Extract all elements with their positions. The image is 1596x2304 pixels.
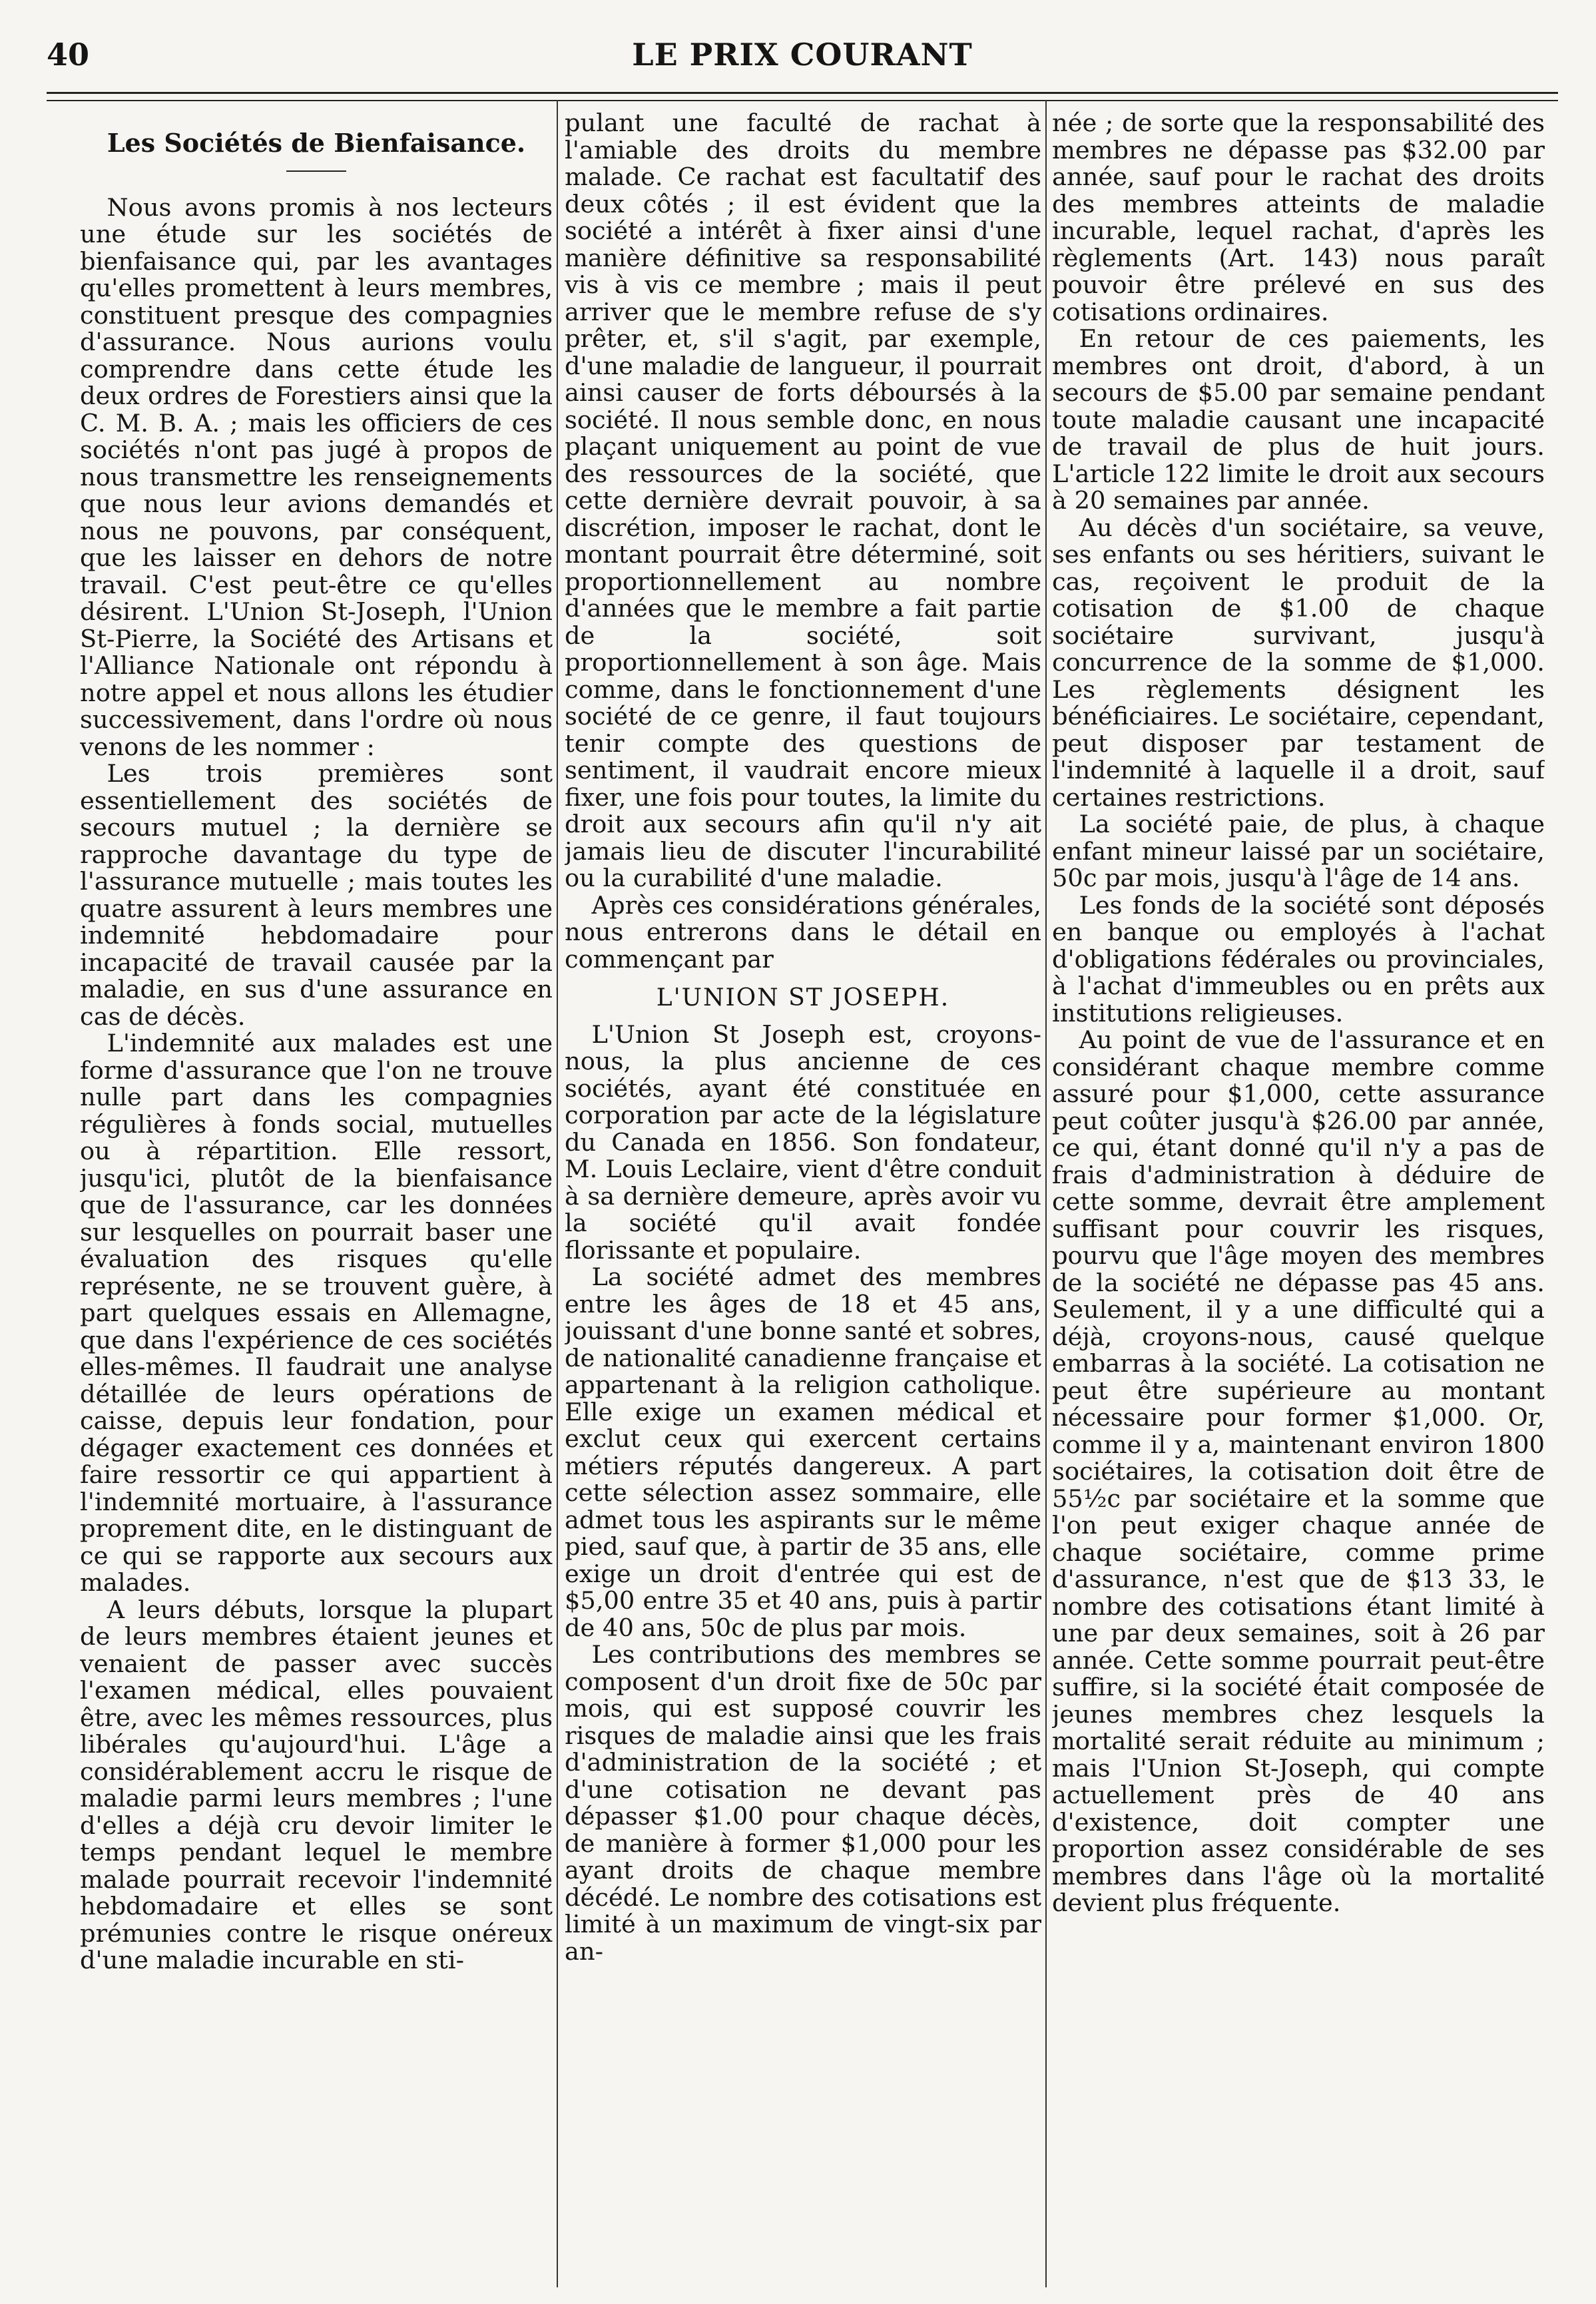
paragraph: Les trois premières sont essentiellement des sociétés de secours mutuel ; la dernière se rapproche davantage du type de l'assurance mutuelle ; mais toutes les quatre assurent à leurs membres une indemnité hebdomadaire pour incapacité de travail causée par la maladie, en sus d'une assurance en cas de décès. [80,759,553,1031]
section-subheading: L'UNION ST JOSEPH. [656,984,950,1011]
column-divider [1045,100,1047,2287]
column-3 [1052,110,1545,2284]
column-2 [565,110,1041,2284]
paragraph: Les contributions des membres se composent d'un droit fixe de 50c par mois, qui est supposé couvrir les risques de maladie ainsi que les frais d'administration de la société ; et d'une cotisation ne devant pas dépasser $1.00 pour chaque décès, de manière à former $1,000 pour les ayant droits de chaque membre décédé. Le nombre des cotisations est limité à un maximum de vingt-six par an- [565,1640,1041,1966]
paragraph: L'Union St Joseph est, croyons-nous, la plus ancienne de ces sociétés, ayant été constituée en corporation par acte de la législature du Canada en 1856. Son fondateur, M. Louis Leclaire, vient d'être conduit à sa dernière demeure, après avoir vu la société qu'il avait fondée florissante et populaire. [565,1019,1041,1265]
column-divider [557,100,558,2287]
running-title: LE PRIX COURANT [632,37,973,73]
paragraph: Au décès d'un sociétaire, sa veuve, ses enfants ou ses héritiers, suivant le cas, reçoivent le produit de la cotisation de $1.00 de chaque sociétaire survivant, jusqu'à concurrence de la somme de $1,000. Les règlements désignent les bénéficiaires. Le sociétaire, cependant, peut disposer par testament de l'indemnité à laquelle il a droit, sauf certaines restrictions. [1052,513,1545,812]
paragraph: A leurs débuts, lorsque la plupart de leurs membres étaient jeunes et venaient de passer avec succès l'examen médical, elles pouvaient être, avec les mêmes ressources, plus libérales qu'aujourd'hui. L'âge a considérablement accru le risque de maladie parmi leurs membres ; l'une d'elles a déjà cru devoir limiter le temps pendant lequel le membre malade pourrait recevoir l'indemnité hebdomadaire et elles se sont prémunies contre le risque onéreux d'une maladie incurable en sti- [80,1595,553,1974]
paragraph: pulant une faculté de rachat à l'amiable des droits du membre malade. Ce rachat est facultatif des deux côtés ; il est évident que la société a intérêt à fixer ainsi d'une manière définitive sa responsabilité vis à vis ce membre ; mais il peut arriver que le membre refuse de s'y prêter, et, s'il s'agit, par exemple, d'une maladie de langueur, il pourrait ainsi causer de forts déboursés à la société. Il nous semble donc, en nous plaçant uniquement au point de vue des ressources de la société, que cette dernière devrait pouvoir, à sa discrétion, imposer le rachat, dont le montant pourrait être déterminé, soit proportionnellement au nombre d'années que le membre a fait partie de la société, soit proportionnellement à son âge. Mais comme, dans le fonctionnement d'une société de ce genre, il faut toujours tenir compte des questions de sentiment, il vaudrait encore mieux fixer, une fois pour toutes, la limite du droit aux secours afin qu'il n'y ait jamais lieu de discuter l'incurabilité ou la curabilité d'une maladie. [565,110,1041,892]
title-rule [286,170,346,172]
paragraph: La société admet des membres entre les âges de 18 et 45 ans, jouissant d'une bonne santé et sobres, de nationalité canadienne française et appartenant à la religion catholique. Elle exige un examen médical et exclut ceux qui exercent certains métiers réputés dangereux. A part cette sélection assez sommaire, elle admet tous les aspirants sur le même pied, sauf que, à partir de 35 ans, elle exige un droit d'entrée qui est de $5,00 entre 35 et 40 ans, puis à partir de 40 ans, 50c de plus par mois. [565,1263,1041,1642]
article-title: Les Sociétés de Bienfaisance. [107,128,526,158]
page-header [47,37,1558,83]
header-rule-thin [47,100,1558,101]
paragraph: née ; de sorte que la responsabilité des membres ne dépasse pas $32.00 par année, sauf pour le rachat des droits des membres atteints de maladie incurable, lequel rachat, d'après les règlements (Art. 143) nous paraît pouvoir être prélevé en sus des cotisations ordinaires. [1052,110,1545,326]
paragraph: Nous avons promis à nos lecteurs une étude sur les sociétés de bienfaisance qui, par les avantages qu'elles promettent à leurs membres, constituent presque des compagnies d'assurance. Nous aurions voulu comprendre dans cette étude les deux ordres de Forestiers ainsi que la C. M. B. A. ; mais les officiers de ces sociétés n'ont pas jugé à propos de nous transmettre les renseignements que nous leur avions demandés et nous ne pouvons, par conséquent, que les laisser en dehors de notre travail. C'est peut-être ce qu'elles désirent. L'Union St-Joseph, l'Union St-Pierre, la Société des Artisans et l'Alliance Nationale ont répondu à notre appel et nous allons les étudier successivement, dans l'ordre où nous venons de les nommer : [80,192,553,761]
paragraph: En retour de ces paiements, les membres ont droit, d'abord, à un secours de $5.00 par semaine pendant toute maladie causant une incapacité de travail de plus de huit jours. L'article 122 limite le droit aux secours à 20 semaines par année. [1052,324,1545,515]
column-1 [80,110,553,2284]
paragraph: L'indemnité aux malades est une forme d'assurance que l'on ne trouve nulle part dans les compagnies régulières à fonds social, mutuelles ou à répartition. Elle ressort, jusqu'ici, plutôt de la bienfaisance que de l'assurance, car les données sur lesquelles on pourrait baser une évaluation des risques qu'elle représente, ne se trouvent guère, à part quelques essais en Allemagne, que dans l'expérience de ces sociétés elles-mêmes. Il faudrait une analyse détaillée de leurs opérations de caisse, depuis leur fondation, pour dégager exactement ces données et faire ressortir ce qui appartient à l'indemnité mortuaire, à l'assurance proprement dite, en le distinguant de ce qui se rapporte aux secours aux malades. [80,1029,553,1597]
paragraph: Après ces considérations générales, nous entrerons dans le détail en commençant par [565,890,1041,974]
header-rule-thick [47,92,1558,94]
paragraph: Au point de vue de l'assurance et en considérant chaque membre comme assuré pour $1,000, cette assurance peut coûter jusqu'à $26.00 par année, ce qui, étant donné qu'il n'y a pas de frais d'administration à déduire de cette somme, devrait être amplement suffisant pour couvrir les risques, pourvu que l'âge moyen des membres de la société ne dépasse pas 45 ans. Seulement, il y a une difficulté qui a déjà, croyons-nous, causé quelque embarras à la société. La cotisation ne peut être supérieure au montant nécessaire pour former $1,000. Or, comme il y a, maintenant environ 1800 sociétaires, la cotisation doit être de 55½c par sociétaire et la somme que l'on peut exiger chaque année de chaque sociétaire, comme prime d'assurance, n'est que de $13 33, le nombre des cotisations étant limité à une par deux semaines, soit à 26 par année. Cette somme pourrait peut-être suffire, si la société était composée de jeunes membres chez lesquels la mortalité serait réduite au minimum ; mais l'Union St-Joseph, qui compte actuellement près de 40 ans d'existence, doit compter une proportion assez considérable de ses membres dans l'âge où la mortalité devient plus fréquente. [1052,1025,1545,1917]
page-number: 40 [47,37,90,73]
paragraph: La société paie, de plus, à chaque enfant mineur laissé par un sociétaire, 50c par mois, jusqu'à l'âge de 14 ans. [1052,810,1545,892]
paragraph: Les fonds de la société sont déposés en banque ou employés à l'achat d'obligations fédérales ou provinciales, à l'achat d'immeubles ou en prêts aux institutions religieuses. [1052,890,1545,1027]
